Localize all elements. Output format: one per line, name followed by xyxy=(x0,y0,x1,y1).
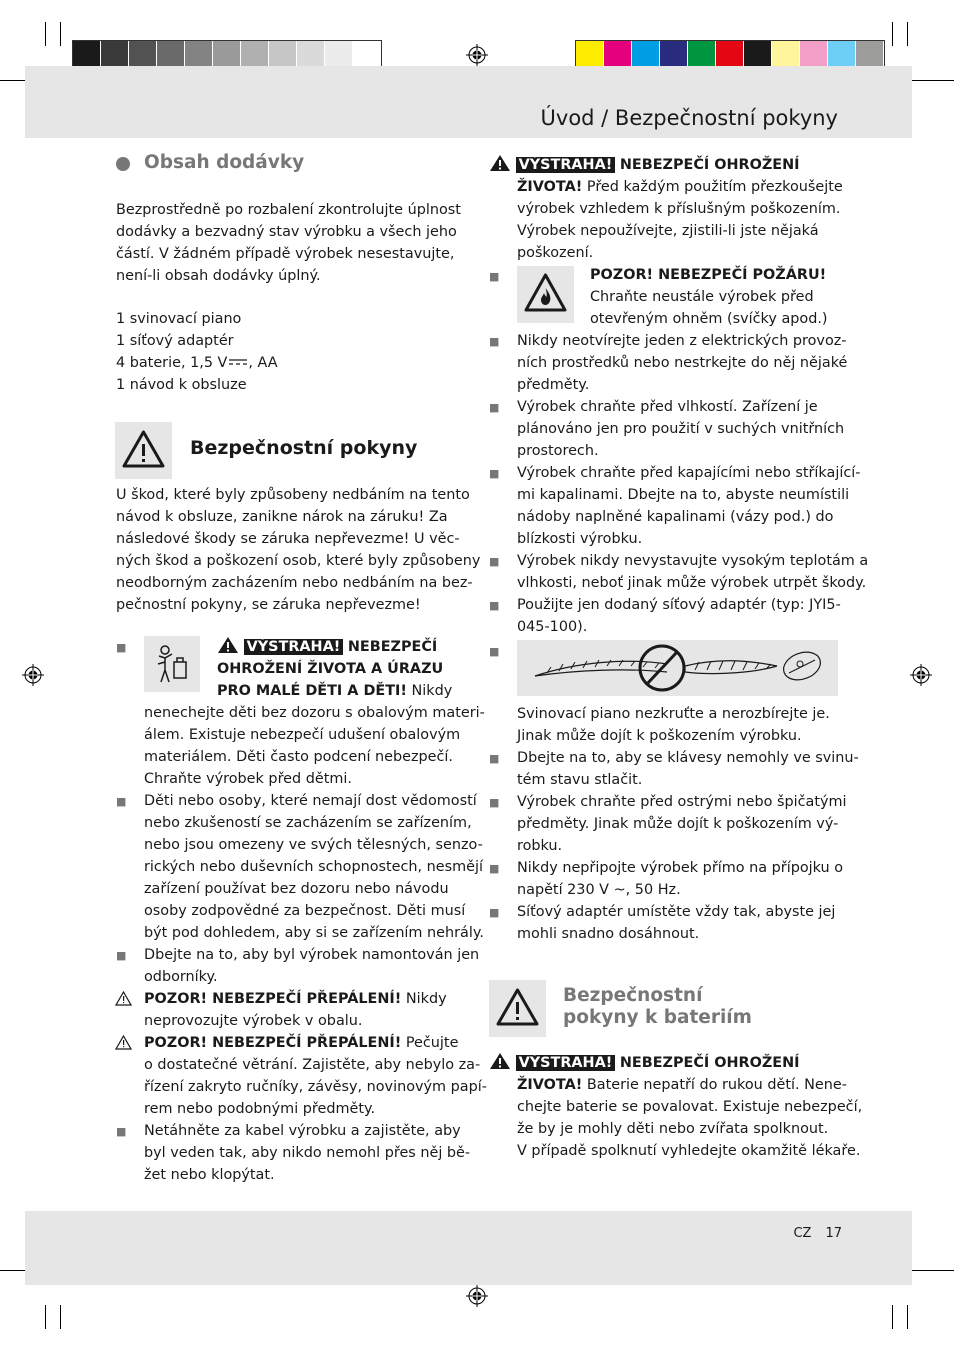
list-item: 1 síťový adaptér xyxy=(116,333,234,349)
registration-mark-icon xyxy=(910,664,932,686)
bullet-text: Výrobek chraňte před vlhkostí. Zařízení je plánováno jen pro použití v suchých vnitřních prostorech. xyxy=(517,399,845,459)
bullet-icon xyxy=(489,401,499,414)
registration-mark-icon xyxy=(466,1285,488,1307)
page-footer xyxy=(779,1226,842,1241)
list-item: 4 baterie, 1,5 V , AA xyxy=(116,355,278,371)
contents-intro xyxy=(116,199,461,287)
text-line: není-li obsah dodávky úplný. xyxy=(116,268,321,284)
bullet-icon xyxy=(489,906,499,919)
bullet-icon xyxy=(489,467,499,480)
text-line: částí. V žádném případě výrobek nesestavujte, xyxy=(116,246,455,262)
warning-label: VÝSTRAHA! xyxy=(244,639,344,655)
no-twist-figure-box xyxy=(517,640,838,696)
overheat-warning-1: POZOR! NEBEZPEČÍ PŘEPÁLENÍ! Nikdy neprovozujte výrobek v obalu. xyxy=(144,991,447,1029)
language-code: CZ xyxy=(793,1226,812,1241)
children-warning-head: VÝSTRAHA! NEBEZPEČÍ OHROŽENÍ ŽIVOTA A ÚRAZU PRO MALÉ DĚTI A DĚTI! Nikdy xyxy=(217,636,452,702)
bullet-text: Nikdy nepřipojte výrobek přímo na přípojku o napětí 230 V ~, 50 Hz. xyxy=(517,860,844,898)
warning-triangle-icon xyxy=(489,980,546,1037)
text-line: U škod, které byly způsobeny nedbáním na tento xyxy=(116,487,470,503)
list-item: 1 návod k obsluze xyxy=(116,377,247,393)
contents-heading: Obsah dodávky xyxy=(144,152,305,173)
footer-band xyxy=(25,1211,912,1285)
overheat-warning-2: POZOR! NEBEZPEČÍ PŘEPÁLENÍ! Pečujte o dostatečné větrání. Zajistěte, aby nebylo za- řízení zakryto ručníky, závěsy, novinovým papí- rem nebo podobnými předměty. xyxy=(144,1035,487,1117)
list-item: 1 svinovací piano xyxy=(116,311,242,327)
text-line: ných škod a poškození osob, které byly způsobeny xyxy=(116,553,481,569)
life-warning-body: ŽIVOTA! Před každým použitím přezkoušejte výrobek vzhledem k příslušným poškozením. Výrobek nepoužívejte, zjistili-li jste nějaká poškození. xyxy=(517,179,843,261)
text-line: nenechejte děti bez dozoru s obalovým materi- xyxy=(144,705,485,721)
bullet-text: Použijte jen dodaný síťový adaptér (typ: JYI5- 045-100). xyxy=(517,597,841,635)
warning-triangle-icon xyxy=(489,1052,511,1070)
children-persons-text: Děti nebo osoby, které nemají dost vědomostí nebo zkušeností se zacházením se zařízením, nebo jsou omezeny ve svých tělesných, senzo- rických nebo duševních schopnostech, nesmějí zařízení používat bez dozoru nebo návodu osoby zodpovědné za bezpečnost. Děti musí být pod dohledem, aby si se zařízením nehrály. xyxy=(144,793,484,941)
bullet-icon xyxy=(116,1125,126,1138)
registration-mark-icon xyxy=(22,664,44,686)
text-line: Bezprostředně po rozbalení zkontrolujte úplnost xyxy=(116,202,461,218)
warning-label: VÝSTRAHA! xyxy=(516,157,616,173)
page-number: 17 xyxy=(825,1226,842,1241)
bullet-icon xyxy=(489,599,499,612)
warning-label: VÝSTRAHA! xyxy=(516,1055,616,1071)
warning-triangle-icon xyxy=(115,422,172,479)
section-bullet-icon xyxy=(116,157,130,171)
text-line: materiálem. Děti často podcení nebezpečí. xyxy=(144,749,454,765)
bullet-text: Dbejte na to, aby se klávesy nemohly ve svinu- tém stavu stlačit. xyxy=(517,750,859,788)
fire-hazard-icon xyxy=(517,266,574,323)
battery-warning-body: ŽIVOTA! Baterie nepatří do rukou dětí. Nene- chejte baterie se povalovat. Existuje nebezpečí, že by je mohly děti nebo zvířata spolknout. V případě spolknutí vyhledejte okamžitě lékaře. xyxy=(517,1077,863,1159)
roll-note-text: Svinovací piano nezkruťte a nerozbírejte je. Jinak může dojít k poškozením výrobku. xyxy=(517,706,830,744)
text-line: pečnostní pokyny, se záruka nepřevezme! xyxy=(116,597,421,613)
battery-warning-head: VÝSTRAHA! NEBEZPEČÍ OHROŽENÍ xyxy=(489,1052,800,1074)
bullet-icon xyxy=(116,641,126,654)
bullet-icon xyxy=(116,949,126,962)
bullet-icon xyxy=(489,555,499,568)
life-warning: VÝSTRAHA! NEBEZPEČÍ OHROŽENÍ xyxy=(489,154,800,176)
safety-intro xyxy=(116,484,480,616)
bullet-icon xyxy=(489,862,499,875)
bullet-icon xyxy=(489,796,499,809)
contents-list xyxy=(116,308,278,396)
caution-triangle-icon xyxy=(115,991,132,1006)
mount-text: Dbejte na to, aby byl výrobek namontován jen odborníky. xyxy=(144,947,480,985)
warning-icon-box xyxy=(489,980,546,1037)
bullet-text: Síťový adaptér umístěte vždy tak, abyste jej mohli snadno dosáhnout. xyxy=(517,904,836,942)
bullet-icon xyxy=(489,270,499,283)
cable-text: Netáhněte za kabel výrobku a zajistěte, aby byl veden tak, aby nikdo nemohl přes něj bě- žet nebo klopýtat. xyxy=(144,1123,471,1183)
fire-warning: POZOR! NEBEZPEČÍ POŽÁRU! Chraňte neustále výrobek před otevřeným ohněm (svíčky apod.) xyxy=(590,267,828,327)
dc-voltage-icon xyxy=(228,357,248,367)
safety-heading: Bezpečnostní pokyny xyxy=(190,437,418,459)
bullet-icon xyxy=(489,752,499,765)
child-hazard-icon-box xyxy=(144,636,200,692)
battery-heading: Bezpečnostní pokyny k bateriím xyxy=(563,985,752,1028)
fire-hazard-icon-box xyxy=(517,266,574,323)
page-title: Úvod / Bezpečnostní pokyny xyxy=(540,106,838,130)
children-warning-body xyxy=(144,702,485,790)
caution-triangle-icon xyxy=(115,1035,132,1050)
bullet-text: Výrobek nikdy nevystavujte vysokým teplotám a vlhkosti, neboť jinak může výrobek utrpět škody. xyxy=(517,553,869,591)
bullet-text: Výrobek chraňte před ostrými nebo špičatými předměty. Jinak může dojít k poškozením vý- robku. xyxy=(517,794,847,854)
bullet-icon xyxy=(116,795,126,808)
text-line: dodávky a bezvadný stav výrobku a všech jeho xyxy=(116,224,457,240)
bullet-text: Nikdy neotvírejte jeden z elektrických provoz- ních prostředků nebo nestrkejte do něj nějaké předměty. xyxy=(517,333,848,393)
warning-icon-box xyxy=(115,422,172,479)
no-twist-piano-icon xyxy=(517,640,838,696)
text-line: neodborným zacházením nebo nedbáním na bez- xyxy=(116,575,473,591)
text-line: následové škody se záruka nepřevezme! U věc- xyxy=(116,531,460,547)
registration-mark-icon xyxy=(466,44,488,66)
text-line: álem. Existuje nebezpečí udušení obalovým xyxy=(144,727,461,743)
child-hazard-icon xyxy=(144,636,200,692)
text-line: návod k obsluze, zanikne nárok na záruku! Za xyxy=(116,509,448,525)
bullet-icon xyxy=(489,335,499,348)
bullet-text: Výrobek chraňte před kapajícími nebo stříkající- mi kapalinami. Dbejte na to, abyste neumístili nádoby naplněné kapalinami (vázy pod.) do blízkosti výrobku. xyxy=(517,465,861,547)
warning-triangle-icon xyxy=(217,636,239,654)
warning-triangle-icon xyxy=(489,154,511,172)
bullet-icon xyxy=(489,645,499,658)
text-line: Chraňte výrobek před dětmi. xyxy=(144,771,352,787)
